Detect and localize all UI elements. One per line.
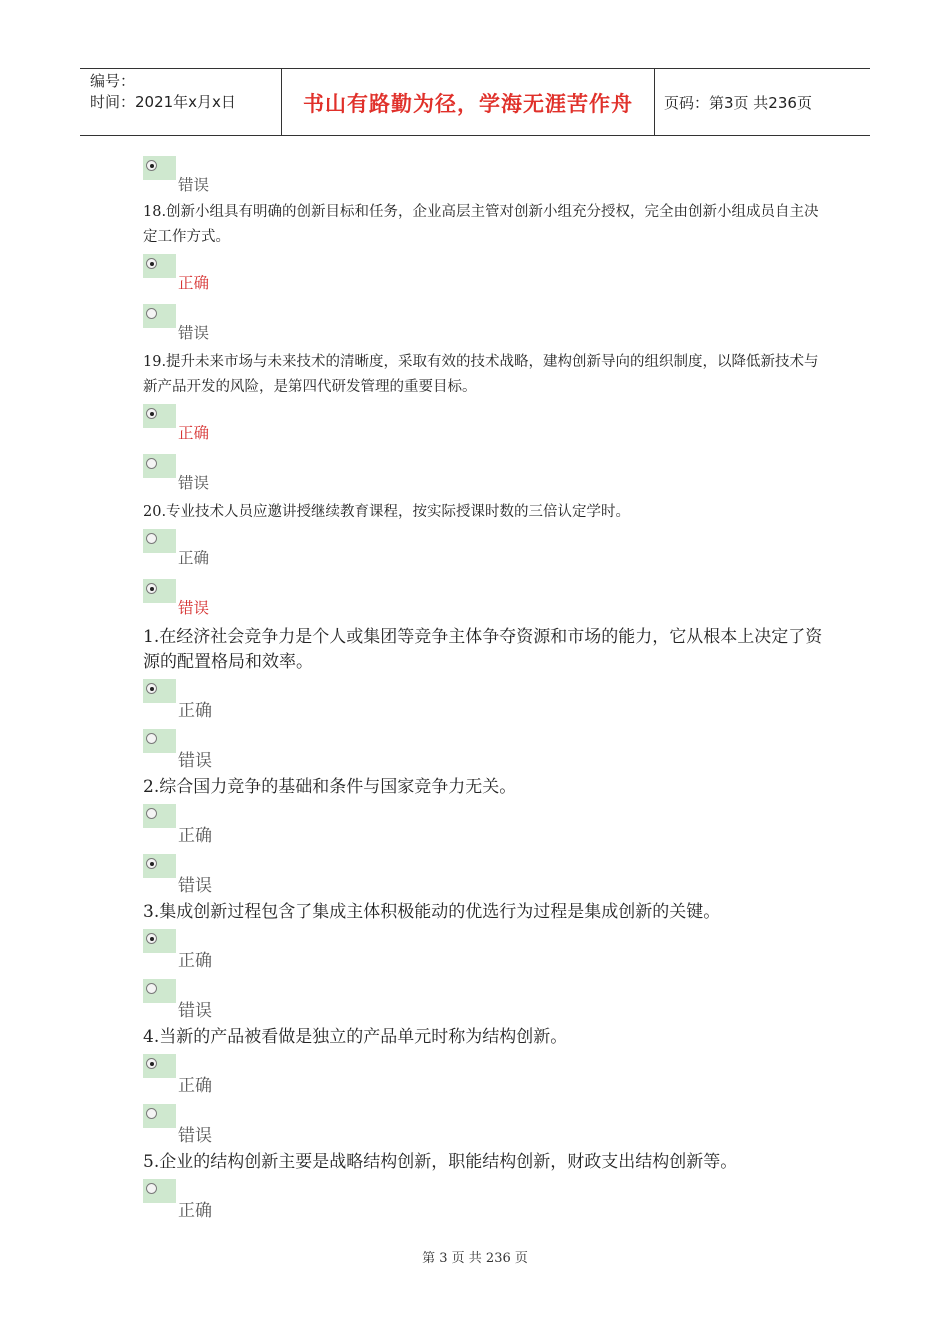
radio-highlight (143, 1104, 176, 1128)
radio-highlight (143, 579, 176, 603)
radio-checked-icon[interactable] (146, 583, 157, 594)
option-label: 错误 (178, 599, 210, 617)
option-label: 错误 (178, 474, 210, 492)
radio-highlight (143, 529, 176, 553)
option-label: 正确 (178, 424, 210, 442)
answer-option[interactable] (143, 575, 823, 625)
radio-checked-icon[interactable] (146, 683, 157, 694)
option-label: 错误 (178, 876, 212, 896)
radio-checked-icon[interactable] (146, 258, 157, 269)
page-footer: 第 3 页 共 236 页 (422, 1251, 528, 1266)
radio-unchecked-icon[interactable] (146, 1183, 157, 1194)
radio-highlight (143, 729, 176, 753)
radio-unchecked-icon[interactable] (146, 308, 157, 319)
header-meta (90, 71, 236, 113)
option-label: 错误 (178, 176, 210, 194)
option-label: 正确 (178, 701, 212, 721)
radio-unchecked-icon[interactable] (146, 458, 157, 469)
answer-option[interactable] (143, 800, 823, 850)
radio-checked-icon[interactable] (146, 160, 157, 171)
question-text: 18.创新小组具有明确的创新目标和任务，企业高层主管对创新小组充分授权，完全由创新小组成员自主决定工作方式。 (143, 204, 819, 245)
answer-option[interactable] (143, 525, 823, 575)
answer-option[interactable] (143, 975, 823, 1025)
answer-option[interactable] (143, 925, 823, 975)
question-text: 5.企业的结构创新主要是战略结构创新，职能结构创新，财政支出结构创新等。 (143, 1152, 738, 1172)
answer-option[interactable] (143, 300, 823, 350)
radio-checked-icon[interactable] (146, 858, 157, 869)
answer-option[interactable] (143, 850, 823, 900)
answer-option[interactable] (143, 450, 823, 500)
question-text: 2.综合国力竞争的基础和条件与国家竞争力无关。 (143, 777, 517, 797)
option-label: 正确 (178, 826, 212, 846)
radio-unchecked-icon[interactable] (146, 808, 157, 819)
question-text: 4.当新的产品被看做是独立的产品单元时称为结构创新。 (143, 1027, 568, 1047)
option-label: 错误 (178, 1001, 212, 1021)
answer-option[interactable] (143, 1175, 823, 1225)
question-text: 20.专业技术人员应邀讲授继续教育课程，按实际授课时数的三倍认定学时。 (143, 504, 631, 520)
header-divider (654, 69, 655, 136)
radio-highlight (143, 679, 176, 703)
answer-option[interactable] (143, 725, 823, 775)
answer-option[interactable] (143, 152, 823, 200)
radio-highlight (143, 979, 176, 1003)
radio-unchecked-icon[interactable] (146, 733, 157, 744)
radio-highlight (143, 254, 176, 278)
radio-checked-icon[interactable] (146, 408, 157, 419)
option-label: 错误 (178, 324, 210, 342)
number-label: 编号： (90, 72, 136, 90)
radio-unchecked-icon[interactable] (146, 533, 157, 544)
answer-option[interactable] (143, 1050, 823, 1100)
page-header (80, 68, 870, 136)
option-label: 正确 (178, 951, 212, 971)
radio-checked-icon[interactable] (146, 933, 157, 944)
radio-highlight (143, 454, 176, 478)
radio-highlight (143, 156, 176, 180)
option-label: 正确 (178, 1076, 212, 1096)
radio-highlight (143, 1179, 176, 1203)
radio-checked-icon[interactable] (146, 1058, 157, 1069)
time-label: 时间：2021年x月x日 (90, 93, 236, 111)
option-label: 正确 (178, 549, 210, 567)
header-motto: 书山有路勤为径，学海无涯苦作舟 (303, 90, 633, 116)
radio-highlight (143, 1054, 176, 1078)
radio-highlight (143, 304, 176, 328)
radio-unchecked-icon[interactable] (146, 1108, 157, 1119)
radio-unchecked-icon[interactable] (146, 983, 157, 994)
question-text: 3.集成创新过程包含了集成主体积极能动的优选行为过程是集成创新的关键。 (143, 902, 721, 922)
answer-option[interactable] (143, 1100, 823, 1150)
answer-option[interactable] (143, 250, 823, 300)
option-label: 正确 (178, 274, 210, 292)
option-label: 正确 (178, 1201, 212, 1221)
answer-option[interactable] (143, 675, 823, 725)
question-text: 19.提升未来市场与未来技术的清晰度，采取有效的技术战略，建构创新导向的组织制度，以降低新技术与新产品开发的风险，是第四代研发管理的重要目标。 (143, 354, 819, 395)
question-text: 1.在经济社会竞争力是个人或集团等竞争主体争夺资源和市场的能力，它从根本上决定了资源的配置格局和效率。 (143, 627, 823, 672)
radio-highlight (143, 854, 176, 878)
option-label: 错误 (178, 751, 212, 771)
radio-highlight (143, 804, 176, 828)
option-label: 错误 (178, 1126, 212, 1146)
radio-highlight (143, 929, 176, 953)
header-page-code: 页码：第3页 共236页 (664, 94, 812, 112)
radio-highlight (143, 404, 176, 428)
answer-option[interactable] (143, 400, 823, 450)
question-list (143, 152, 823, 1225)
